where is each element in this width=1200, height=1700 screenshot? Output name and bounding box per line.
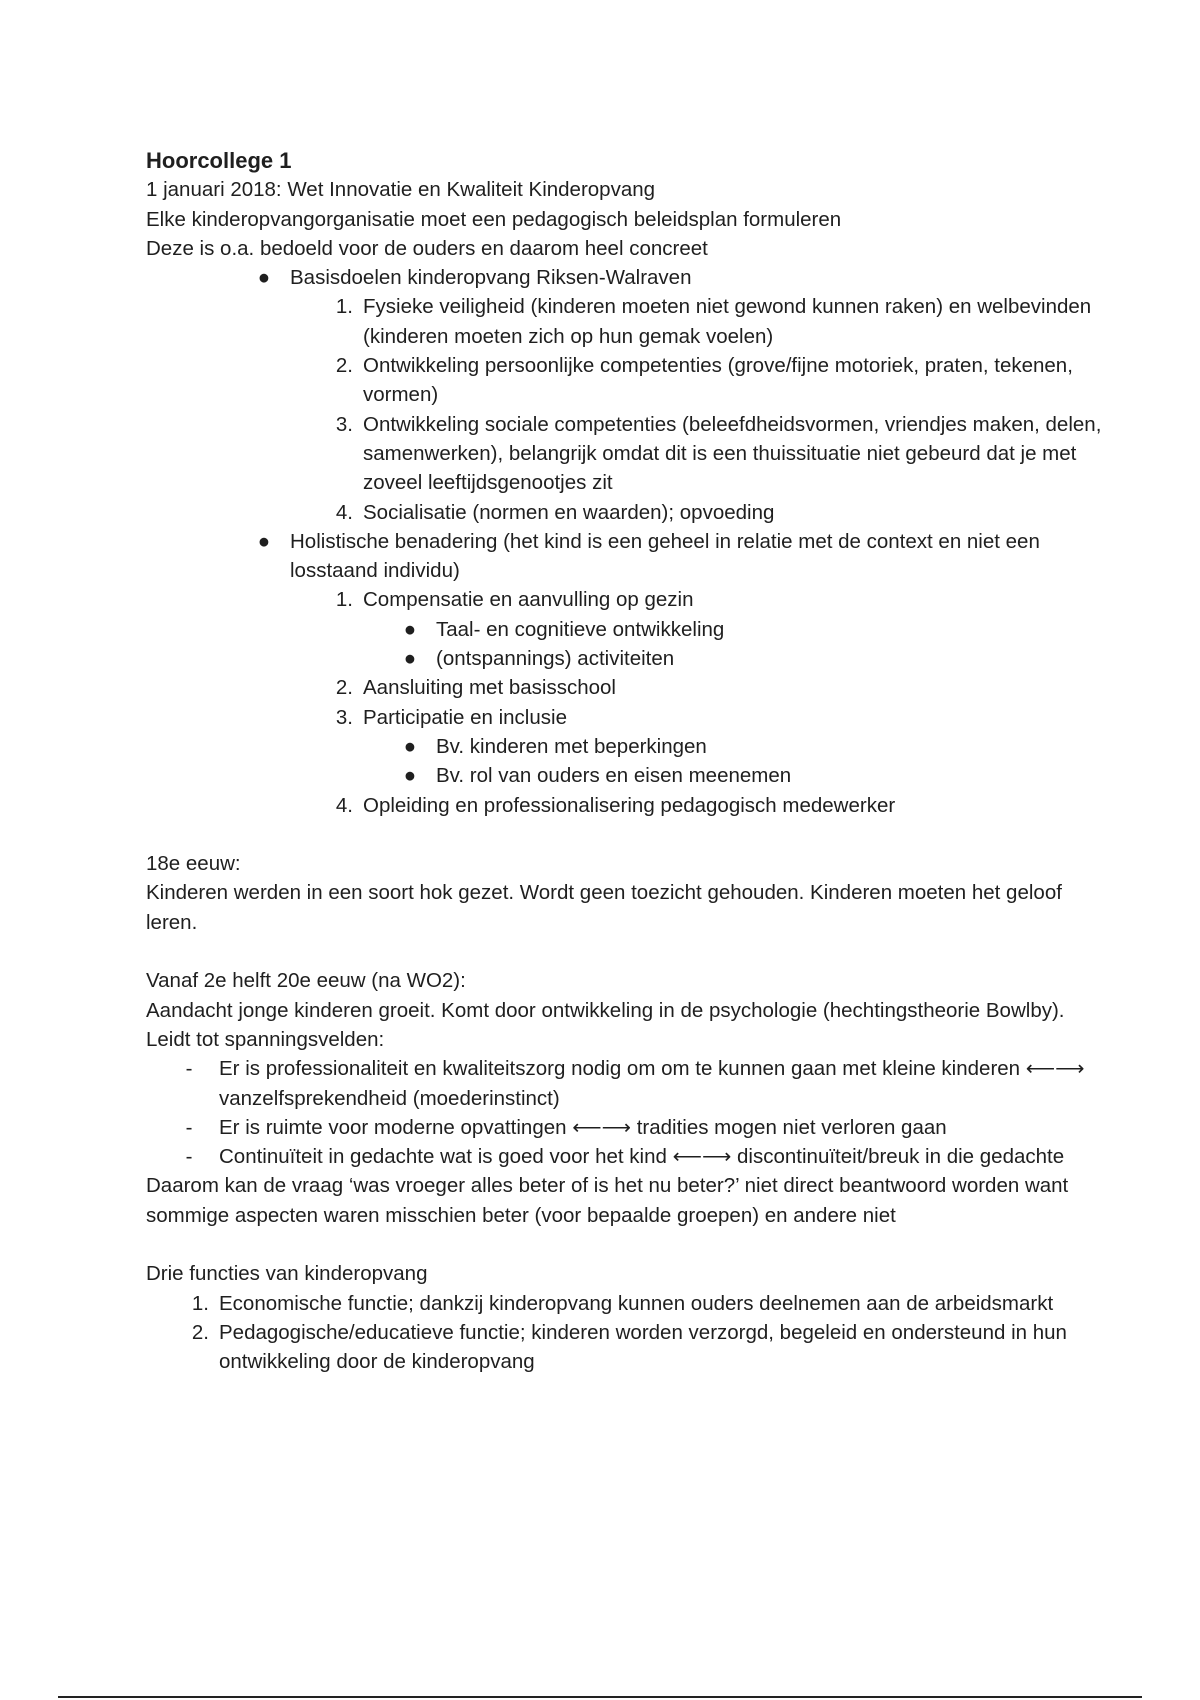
list-item — [335, 410, 1106, 498]
list-item-text: Continuïteit in gedachte wat is goed voor het kind ⟵⟶ discontinuïteit/breuk in die gedachte — [219, 1145, 1065, 1169]
section-heading: Vanaf 2e helft 20e eeuw (na WO2): — [146, 969, 466, 993]
bullet-marker: ● — [403, 734, 417, 758]
list-item-text: Er is ruimte voor moderne opvattingen ⟵⟶ tradities mogen niet verloren gaan — [219, 1115, 947, 1139]
number-marker: 2. — [335, 676, 353, 700]
list-item — [185, 1054, 1106, 1113]
list-item — [191, 1289, 1106, 1318]
list-item — [403, 761, 1106, 790]
bullet-marker: ● — [403, 647, 417, 671]
intro-line: Deze is o.a. bedoeld voor de ouders en daarom heel concreet — [146, 236, 708, 260]
list-item — [335, 585, 1106, 673]
dash-marker: - — [185, 1145, 193, 1169]
main-bullet-list — [146, 263, 1106, 820]
list-item-text: Bv. kinderen met beperkingen — [436, 734, 707, 758]
list-item — [335, 703, 1106, 791]
dash-marker: - — [185, 1115, 193, 1139]
paragraph: Aandacht jonge kinderen groeit. Komt door ontwikkeling in de psychologie (hechtingstheorie Bowlby). Leidt tot spanningsvelden: — [146, 998, 1065, 1051]
number-marker: 4. — [335, 500, 353, 524]
list-item — [335, 292, 1106, 351]
list-item-text: Er is professionaliteit en kwaliteitszorg nodig om om te kunnen gaan met kleine kinderen ⟵⟶ vanzelfsprekendheid (moederinstinct) — [219, 1057, 1085, 1110]
paragraph-gap — [146, 820, 1106, 849]
list-item — [257, 263, 1106, 527]
list-item — [335, 351, 1106, 410]
section-heading: Drie functies van kinderopvang — [146, 1262, 428, 1286]
paragraph: Kinderen werden in een soort hok gezet. Wordt geen toezicht gehouden. Kinderen moeten het geloof leren. — [146, 881, 1062, 934]
paragraph-gap — [146, 1230, 1106, 1259]
number-marker: 1. — [335, 588, 353, 612]
dash-marker: - — [185, 1057, 193, 1081]
list-item — [185, 1142, 1106, 1171]
intro-line: Elke kinderopvangorganisatie moet een pedagogisch beleidsplan formuleren — [146, 207, 842, 231]
list-item — [403, 732, 1106, 761]
list-item — [185, 1113, 1106, 1142]
list-item — [335, 498, 1106, 527]
bullet-marker: ● — [257, 266, 271, 290]
document-body — [146, 146, 1106, 1376]
list-item — [335, 673, 1106, 702]
list-item-text: Compensatie en aanvulling op gezin — [363, 588, 694, 612]
list-item — [335, 791, 1106, 820]
paragraph: Daarom kan de vraag ‘was vroeger alles beter of is het nu beter?’ niet direct beantwoord worden want sommige aspecten waren misschien beter (voor bepaalde groepen) en andere niet — [146, 1174, 1069, 1227]
list-item-text: (ontspannings) activiteiten — [436, 647, 675, 671]
number-marker: 4. — [335, 793, 353, 817]
footer-divider — [58, 1696, 1142, 1698]
list-item-text: Opleiding en professionalisering pedagogisch medewerker — [363, 793, 896, 817]
numbered-list — [290, 585, 1106, 819]
number-marker: 1. — [191, 1291, 209, 1315]
number-marker: 2. — [335, 354, 353, 378]
list-item-text: Basisdoelen kinderopvang Riksen-Walraven — [290, 266, 692, 290]
number-marker: 3. — [335, 412, 353, 436]
list-item-text: Pedagogische/educatieve functie; kinderen worden verzorgd, begeleid en ondersteund in hun ontwikkeling door de kinderopvang — [219, 1320, 1067, 1374]
list-item-text: Aansluiting met basisschool — [363, 676, 616, 700]
list-item-text: Socialisatie (normen en waarden); opvoeding — [363, 500, 775, 524]
number-marker: 2. — [191, 1320, 209, 1344]
list-item-text: Economische functie; dankzij kinderopvang kunnen ouders deelnemen aan de arbeidsmarkt — [219, 1291, 1054, 1315]
bullet-marker: ● — [403, 764, 417, 788]
number-marker: 1. — [335, 295, 353, 319]
sub-bullet-list — [363, 615, 1106, 674]
sub-bullet-list — [363, 732, 1106, 791]
list-item — [403, 644, 1106, 673]
list-item — [403, 615, 1106, 644]
list-item-text: Fysieke veiligheid (kinderen moeten niet gewond kunnen raken) en welbevinden (kinderen moeten zich op hun gemak voelen) — [363, 295, 1092, 348]
intro-line: 1 januari 2018: Wet Innovatie en Kwaliteit Kinderopvang — [146, 178, 656, 202]
list-item — [257, 527, 1106, 820]
number-marker: 3. — [335, 705, 353, 729]
bullet-marker: ● — [403, 617, 417, 641]
section-heading: 18e eeuw: — [146, 852, 241, 876]
paragraph-gap — [146, 937, 1106, 966]
bullet-marker: ● — [257, 529, 271, 553]
list-item-text: Ontwikkeling persoonlijke competenties (grove/fijne motoriek, praten, tekenen, vormen) — [363, 354, 1073, 407]
list-item-text: Holistische benadering (het kind is een geheel in relatie met de context en niet een losstaand individu) — [290, 529, 1040, 583]
dash-list — [146, 1054, 1106, 1171]
numbered-list — [290, 292, 1106, 526]
list-item — [191, 1318, 1106, 1377]
page-title: Hoorcollege 1 — [146, 148, 292, 173]
list-item-text: Taal- en cognitieve ontwikkeling — [436, 617, 725, 641]
list-item-text: Ontwikkeling sociale competenties (beleefdheidsvormen, vriendjes maken, delen, samenwerken), belangrijk omdat dit is een thuissituatie niet gebeurd dat je met zoveel leeftijdsgenootjes zit — [363, 412, 1102, 495]
list-item-text: Bv. rol van ouders en eisen meenemen — [436, 764, 792, 788]
numbered-list — [146, 1289, 1106, 1377]
list-item-text: Participatie en inclusie — [363, 705, 567, 729]
